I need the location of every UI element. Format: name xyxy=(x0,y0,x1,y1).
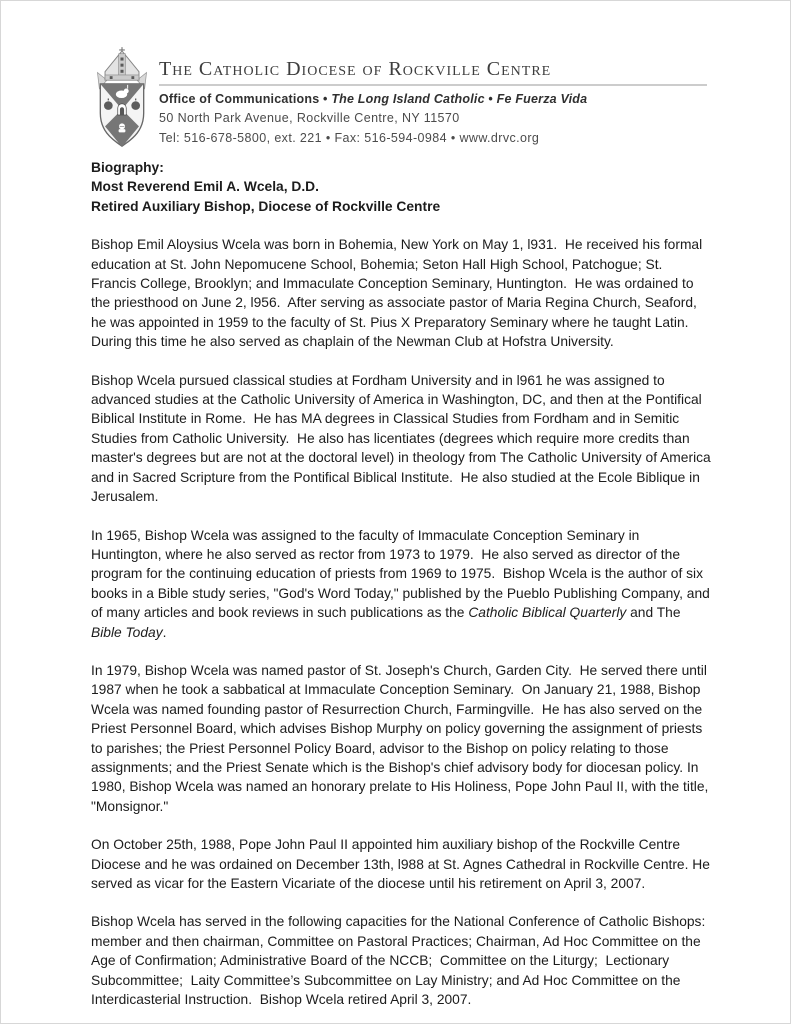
paragraph: Bishop Wcela has served in the following capacities for the National Conference of Catholic Bishops: member and then chairman, Committee on Pastoral Practices; Chairman, Ad Hoc Committee on the Age of Confirmation; Administrative Board of the NCCB; Committee on the Liturgy; Lectionary Subcommittee; Laity Committee’s Subcommittee on Lay Ministry; and Ad Hoc Committee on the Interdicasterial Instruction. Bishop Wcela retired April 3, 2007. xyxy=(91,914,710,1008)
title-block xyxy=(91,158,711,216)
organization-name: The Catholic Diocese of Rockville Centre xyxy=(159,58,552,80)
biography-label: Biography: xyxy=(91,160,164,175)
contact-line: Tel: 516-678-5800, ext. 221 • Fax: 516-594-0984 • www.drvc.org xyxy=(159,130,540,145)
address-line: 50 North Park Avenue, Rockville Centre, NY 11570 xyxy=(159,111,460,126)
diocese-crest-icon xyxy=(89,46,155,157)
paragraph: Bishop Wcela pursued classical studies at Fordham University and in l961 he was assigned to advanced studies at the Catholic University of America in Washington, DC, and then at the Pontifical Biblical Institute in Rome. He has MA degrees in Classical Studies from Fordham and in Semitic Studies from Catholic University. He also has licentiates (degrees which require more credits than master's degrees but are not at the doctoral level) in theology from The Catholic University of America and in Sacred Scripture from the Pontifical Biblical Institute. He also studied at the Ecole Biblique in Jerusalem. xyxy=(91,372,715,505)
paragraph: In 1979, Bishop Wcela was named pastor of St. Joseph's Church, Garden City. He served there until 1987 when he took a sabbatical at Immaculate Conception Seminary. On January 21, 1988, Bishop Wcela was named founding pastor of Resurrection Church, Farmingville. He has also served on the Priest Personnel Board, which advises Bishop Murphy on policy governing the assignment of priests to parishes; the Priest Personnel Policy Board, advisor to the Bishop on policy relating to those assignments; and the Priest Senate which is the Bishop's chief advisory body for diocesan policy. In 1980, Bishop Wcela was named an honorary prelate to His Holiness, Pope John Paul II, with the title, "Monsignor." xyxy=(91,662,713,814)
letterhead-text xyxy=(159,46,707,147)
paragraph: In 1965, Bishop Wcela was assigned to the faculty of Immaculate Conception Seminary in Huntington, where he also served as rector from 1973 to 1979. He also served as director of the program for the continuing education of priests from 1969 to 1975. Bishop Wcela is the author of six books in a Bible study series, "God's Word Today," published by the Pueblo Publishing Company, and of many articles and book reviews in such publications as the Catholic Biblical Quarterly and The Bible Today. xyxy=(91,527,714,640)
department-line: Office of Communications • The Long Island Catholic • Fe Fuerza Vida xyxy=(159,92,588,106)
paragraph: Bishop Emil Aloysius Wcela was born in Bohemia, New York on May 1, l931. He received his formal education at St. John Nepomucene School, Bohemia; Seton Hall High School, Patchogue; St. Francis College, Brooklyn; and Immaculate Conception Seminary, Huntington. He was ordained to the priesthood on June 2, l956. After serving as associate pastor of Maria Regina Church, Seaford, he was appointed in 1959 to the faculty of St. Pius X Preparatory Seminary where he taught Latin. During this time he also served as chaplain of the Newman Club at Hofstra University. xyxy=(91,237,707,350)
bishop-role: Retired Auxiliary Bishop, Diocese of Rockville Centre xyxy=(91,198,441,214)
biography-paragraphs xyxy=(91,235,715,1009)
letterhead xyxy=(89,46,707,157)
letterhead-divider xyxy=(159,84,707,86)
bishop-name: Most Reverend Emil A. Wcela, D.D. xyxy=(91,179,319,195)
paragraph: On October 25th, 1988, Pope John Paul II appointed him auxiliary bishop of the Rockville Centre Diocese and he was ordained on December 13th, l988 at St. Agnes Cathedral in Rockville Centre. He served as vicar for the Eastern Vicariate of the diocese until his retirement on April 3, 2007. xyxy=(91,837,714,891)
biography-body xyxy=(91,158,715,1009)
